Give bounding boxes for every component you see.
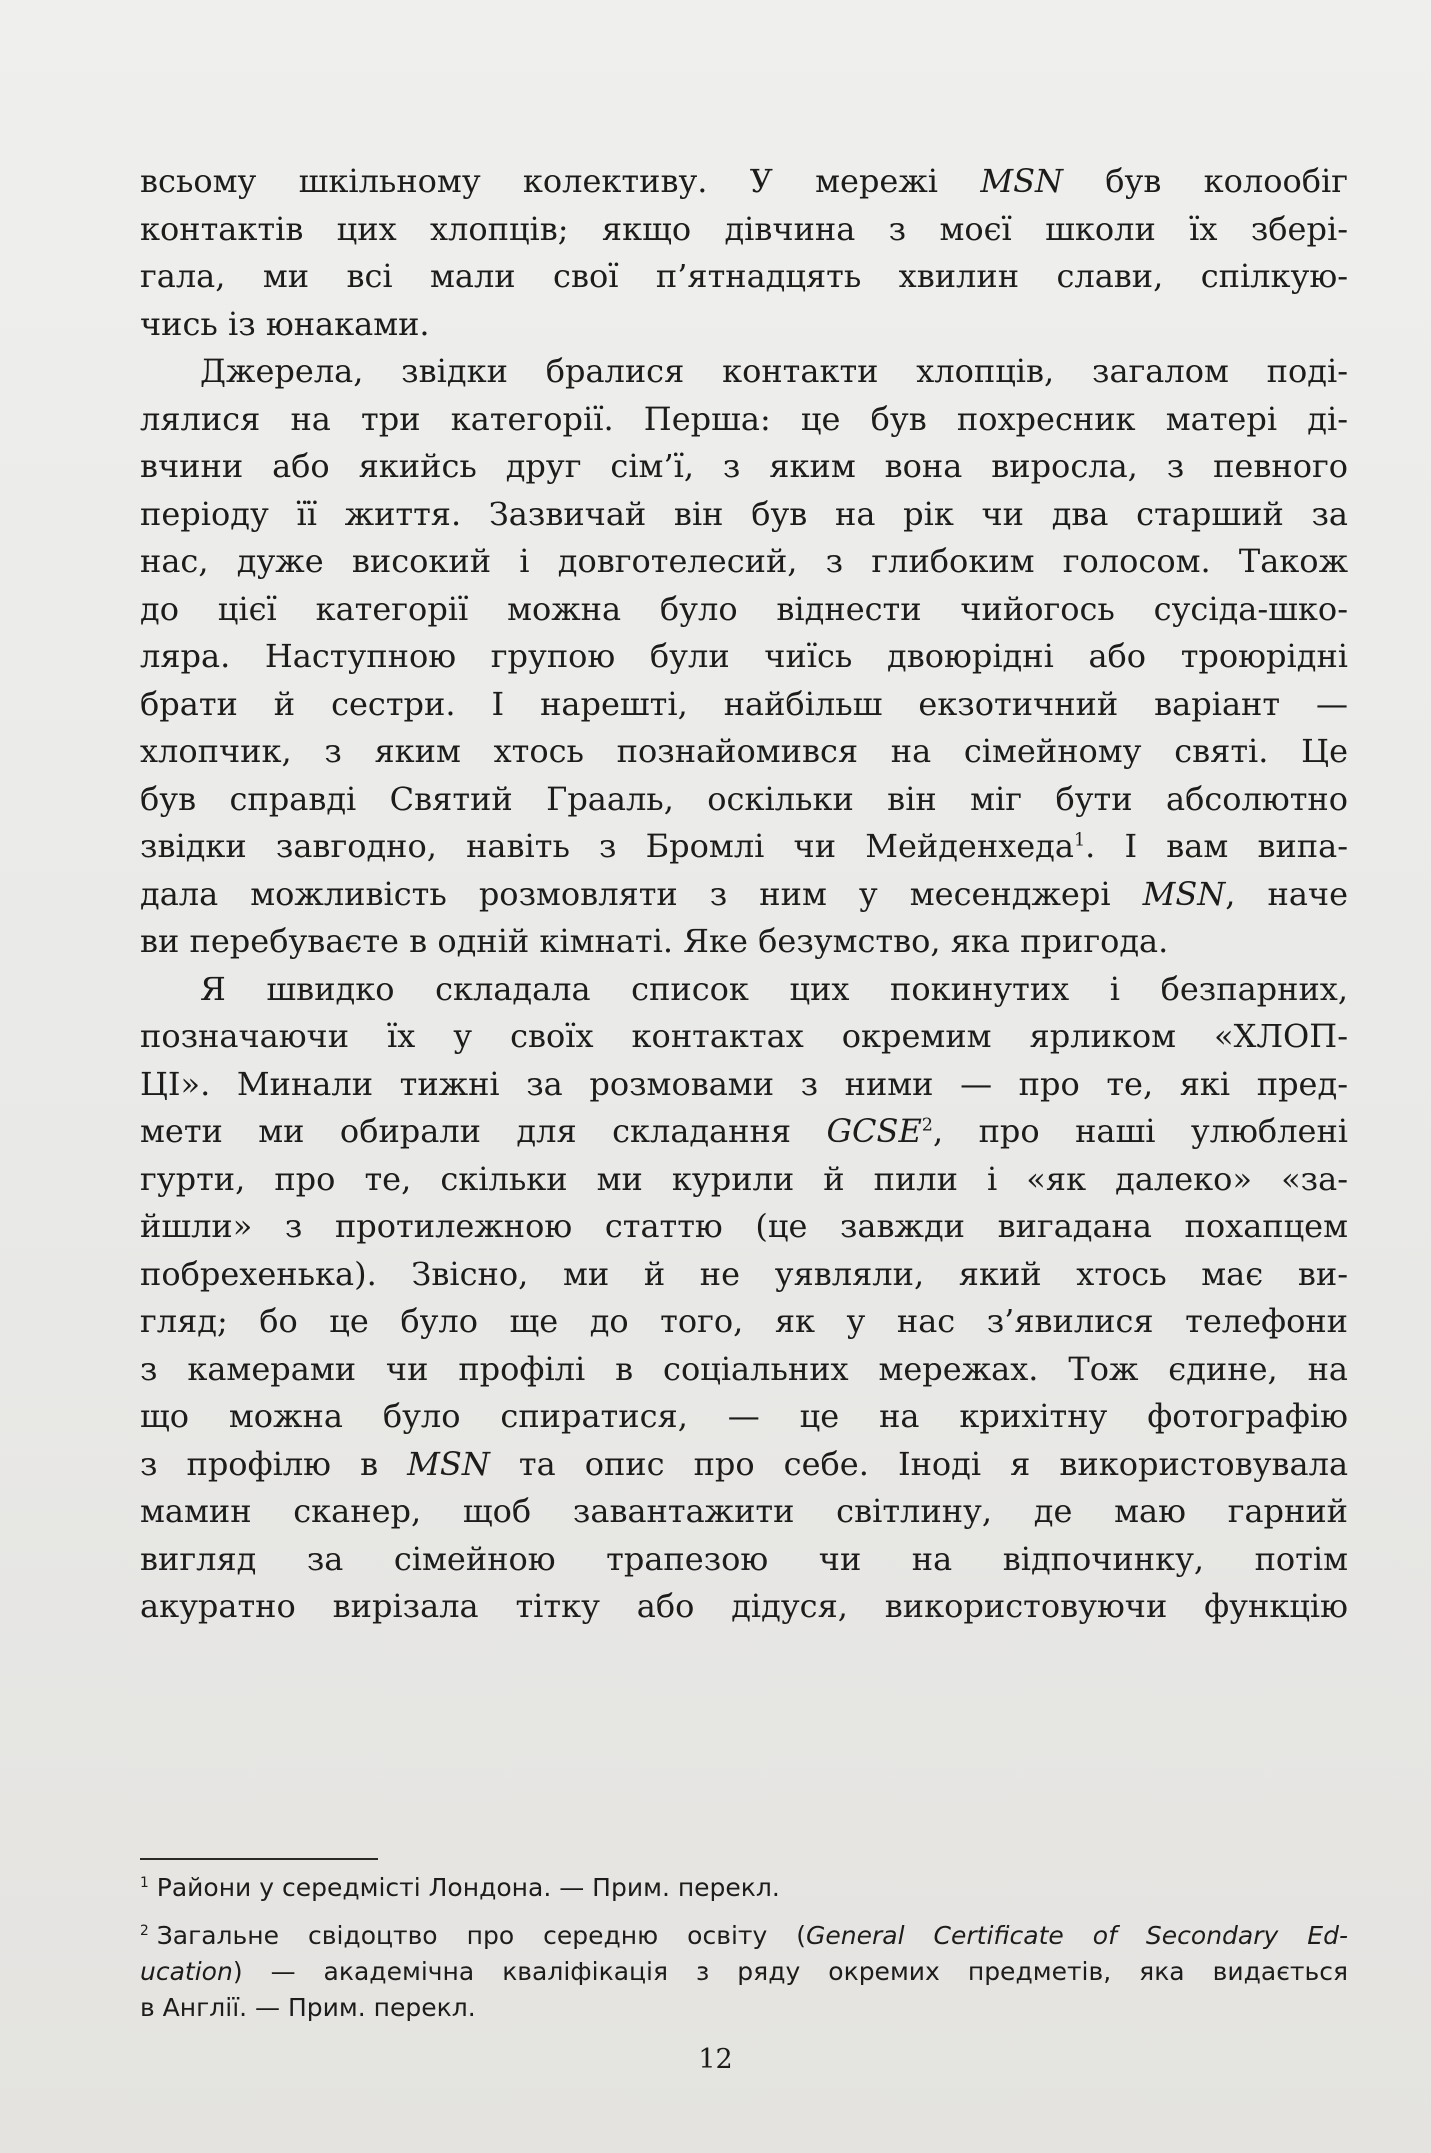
text-line: вчини або якийсь друг сім’ї, з яким вона виросла, з певного [140,447,1348,485]
text-run: . І вам випа- [1085,827,1348,865]
footnote-2-line [140,1918,1348,1954]
text-line: вигляд за сімейною трапезою чи на відпочинку, потім [140,1539,1348,1578]
paragraph-2 [140,348,1348,966]
text-run: був колообіг [1105,162,1348,200]
text-line: лялися на три категорії. Перша: це був похресник матері ді- [140,399,1348,438]
body-text [140,158,1348,1631]
italic-term-msn: MSN [407,1444,490,1483]
text-line: ЦІ». Минали тижні за розмовами з ними — про те, які пред- [140,1064,1348,1103]
text-line [140,1441,1348,1489]
footnote-text: Райони у середмісті Лондона. — Прим. перекл. [156,1873,780,1902]
footnote-text: ) — академічна кваліфікація з ряду окремих предметів, яка видається [232,1957,1348,1986]
text-line [140,158,1348,206]
text-line: гала, ми всі мали свої п’ятнадцять хвилин слави, спілкую- [140,257,1348,295]
text-line: йшли» з протилежною статтю (це завжди вигадана похапцем [140,1207,1348,1245]
text-line [140,1108,1348,1156]
text-line: періоду її життя. Зазвичай він був на рік чи два старший за [140,494,1348,533]
text-line: що можна було спиратися, — це на крихітну фотографію [140,1397,1348,1435]
text-line: брати й сестри. І нарешті, найбільш екзотичний варіант — [140,684,1348,723]
footnotes [140,1870,1348,2026]
footnote-2-line [140,1954,1348,1990]
text-line: контактів цих хлопців; якщо дівчина з моєї школи їх збері- [140,209,1348,248]
footnote-italic-text: ucation [140,1957,233,1986]
text-line: позначаючи їх у своїх контактах окремим ярликом «ХЛОП- [140,1017,1348,1055]
text-line: ви перебуваєте в одній кімнаті. Яке безумство, яка пригода. [140,922,1169,960]
text-line: гляд; бо це було ще до того, як у нас з’явилися телефони [140,1302,1348,1340]
footnote-2-line: в Англії. — Прим. перекл. [140,1993,476,2022]
text-line: був справді Святий Грааль, оскільки він міг бути абсолютно [140,779,1348,818]
text-line: гурти, про те, скільки ми курили й пили і «як далеко» «за- [140,1159,1348,1198]
text-line: до цієї категорії можна було віднести чийогось сусіда-шко- [140,589,1348,628]
text-run: , наче [1225,874,1348,913]
paragraph-3 [140,966,1348,1631]
text-line: хлопчик, з яким хтось познайомився на сімейному святі. Це [140,732,1348,770]
text-run: дала можливість розмовляти з ним у месенджері [140,874,1111,913]
text-run: , про наші улюблені [933,1112,1348,1150]
text-run: звідки завгодно, навіть з Бромлі чи Мейденхеда [140,827,1074,865]
footnote-divider [140,1858,378,1860]
footnote-number: 1 [140,1874,149,1891]
text-line: ляра. Наступною групою були чиїсь двоюрідні або троюрідні [140,637,1348,675]
italic-term-gcse: GCSE [826,1112,922,1150]
footnote-italic-text: General Certificate of Secondary Ed- [806,1921,1348,1950]
footnote-number: 2 [140,1922,149,1939]
paragraph-1 [140,158,1348,348]
text-line [140,823,1348,871]
page-number: 12 [698,2044,733,2075]
text-run: з профілю в [140,1444,379,1483]
text-line: акуратно вирізала тітку або дідуся, використовуючи функцію [140,1587,1348,1625]
footnote-ref-1: 1 [1073,830,1086,851]
italic-term-msn: MSN [1142,874,1226,913]
text-line: чись із юнаками. [140,304,430,343]
text-run: всьому шкільному колективу. У мережі [140,162,939,200]
footnote-ref-2: 2 [921,1115,933,1136]
text-line: нас, дуже високий і довготелесий, з глибоким голосом. Також [140,542,1348,580]
text-run: та опис про себе. Іноді я використовувала [518,1444,1348,1483]
footnote-1 [140,1870,1348,1906]
text-line: Я швидко складала список цих покинутих і безпарних, [200,969,1348,1008]
italic-term-msn: MSN [980,162,1063,200]
footnote-text: Загальне свідоцтво про середню освіту ( [156,1921,807,1950]
text-line: мамин сканер, щоб завантажити світлину, де маю гарний [140,1492,1348,1530]
text-line [140,871,1348,919]
text-line: побрехенька). Звісно, ми й не уявляли, який хтось має ви- [140,1254,1348,1293]
text-run: мети ми обирали для складання [140,1112,792,1150]
text-line: з камерами чи профілі в соціальних мережах. Тож єдине, на [140,1349,1348,1388]
text-line: Джерела, звідки бралися контакти хлопців, загалом поді- [200,352,1348,390]
